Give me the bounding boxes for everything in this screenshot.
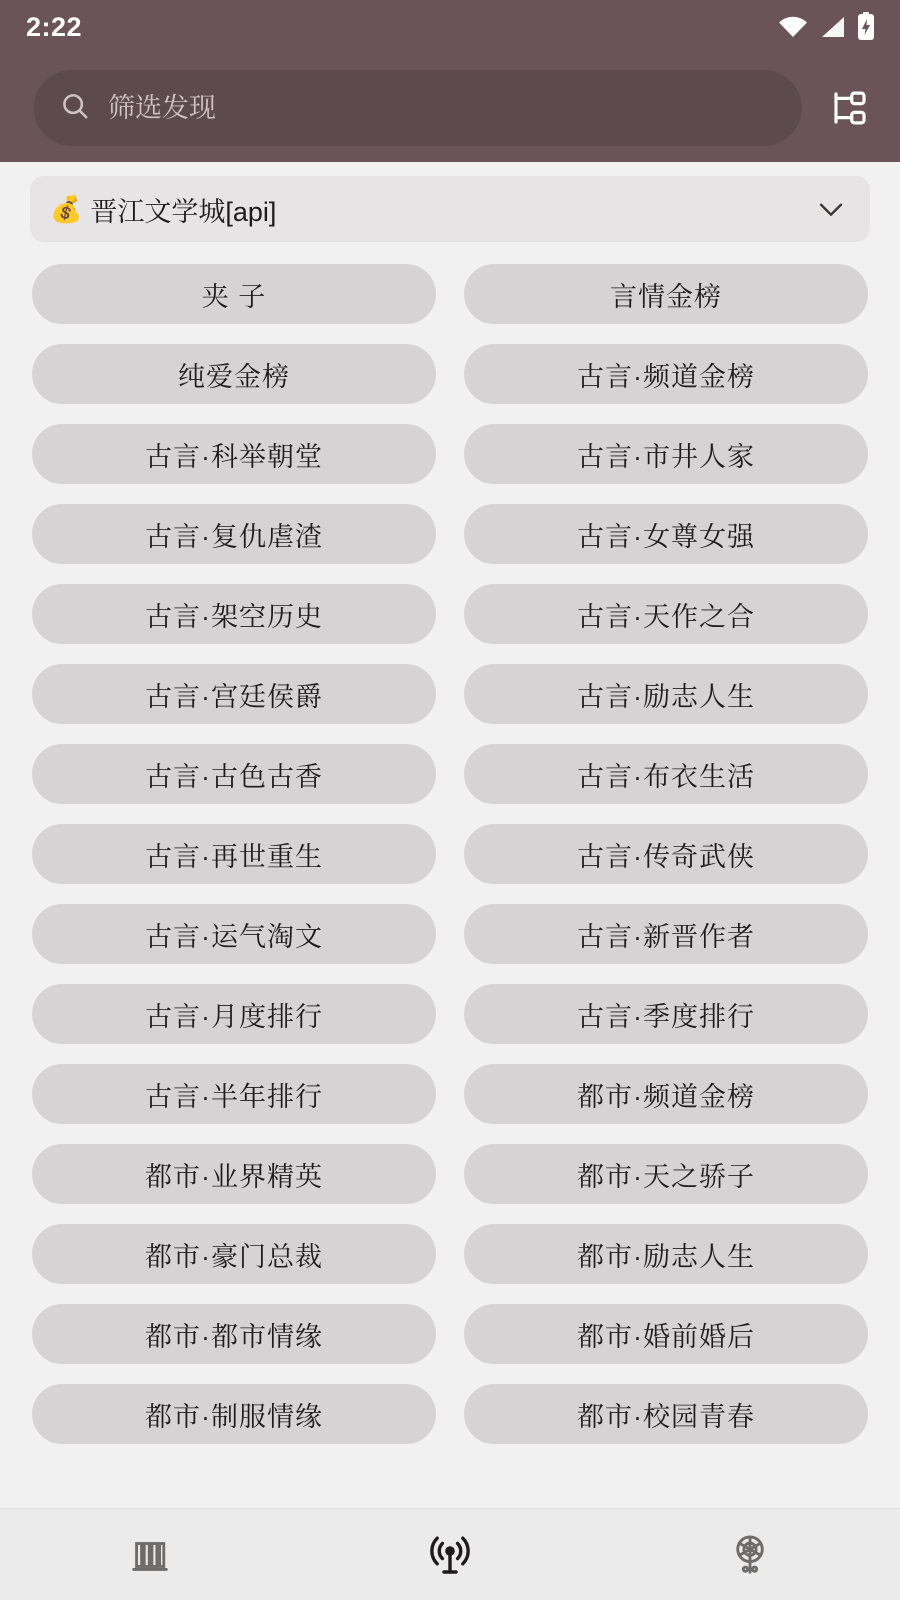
category-chip[interactable]: 言情金榜 [464, 264, 868, 324]
category-chip[interactable]: 古言·架空历史 [32, 584, 436, 644]
wifi-icon [778, 15, 808, 39]
status-bar [0, 0, 900, 54]
app-bar [0, 0, 900, 162]
source-label: 晋江文学城[api] [90, 196, 277, 227]
category-chip[interactable]: 都市·天之骄子 [464, 1144, 868, 1204]
settings-icon [727, 1532, 773, 1578]
category-chip[interactable]: 都市·豪门总裁 [32, 1224, 436, 1284]
category-chip-grid [0, 250, 900, 1508]
category-chip[interactable]: 都市·频道金榜 [464, 1064, 868, 1124]
source-selector[interactable] [30, 176, 870, 242]
category-chip[interactable]: 古言·月度排行 [32, 984, 436, 1044]
category-chip[interactable]: 都市·都市情缘 [32, 1304, 436, 1364]
nav-bookshelf[interactable] [0, 1509, 300, 1600]
chevron-down-icon[interactable] [814, 192, 848, 226]
category-chip[interactable]: 古言·复仇虐渣 [32, 504, 436, 564]
category-chip[interactable]: 古言·频道金榜 [464, 344, 868, 404]
category-chip[interactable]: 都市·校园青春 [464, 1384, 868, 1444]
category-chip[interactable]: 古言·再世重生 [32, 824, 436, 884]
category-chip[interactable]: 都市·业界精英 [32, 1144, 436, 1204]
category-chip[interactable]: 古言·天作之合 [464, 584, 868, 644]
category-chip[interactable]: 古言·传奇武侠 [464, 824, 868, 884]
category-chip[interactable]: 都市·制服情缘 [32, 1384, 436, 1444]
nav-discover[interactable] [300, 1509, 600, 1600]
bookshelf-icon [127, 1532, 173, 1578]
category-chip[interactable]: 都市·励志人生 [464, 1224, 868, 1284]
search-icon [60, 91, 90, 126]
category-chip[interactable]: 古言·科举朝堂 [32, 424, 436, 484]
discover-icon [426, 1531, 474, 1579]
nav-settings[interactable] [600, 1509, 900, 1600]
bottom-navigation [0, 1508, 900, 1600]
category-chip[interactable]: 夹 子 [32, 264, 436, 324]
category-chip[interactable]: 古言·运气淘文 [32, 904, 436, 964]
search-placeholder: 筛选发现 [108, 92, 216, 123]
status-clock: 2:22 [26, 11, 83, 42]
category-chip[interactable]: 古言·市井人家 [464, 424, 868, 484]
category-chip[interactable]: 古言·新晋作者 [464, 904, 868, 964]
category-chip[interactable]: 古言·励志人生 [464, 664, 868, 724]
signal-icon [818, 15, 846, 39]
category-chip[interactable]: 古言·宫廷侯爵 [32, 664, 436, 724]
money-bag-icon: 💰 [50, 194, 83, 224]
category-chip[interactable]: 都市·婚前婚后 [464, 1304, 868, 1364]
search-input[interactable] [34, 70, 802, 146]
category-chip[interactable]: 古言·古色古香 [32, 744, 436, 804]
category-chip[interactable]: 古言·半年排行 [32, 1064, 436, 1124]
content-area [0, 162, 900, 1508]
search-row [0, 54, 900, 162]
category-chip[interactable]: 纯爱金榜 [32, 344, 436, 404]
category-chip[interactable]: 古言·季度排行 [464, 984, 868, 1044]
battery-charging-icon [856, 12, 876, 42]
category-chip[interactable]: 古言·布衣生活 [464, 744, 868, 804]
category-chip[interactable]: 古言·女尊女强 [464, 504, 868, 564]
status-icon-group [778, 12, 876, 42]
nodes-icon[interactable] [818, 76, 882, 140]
